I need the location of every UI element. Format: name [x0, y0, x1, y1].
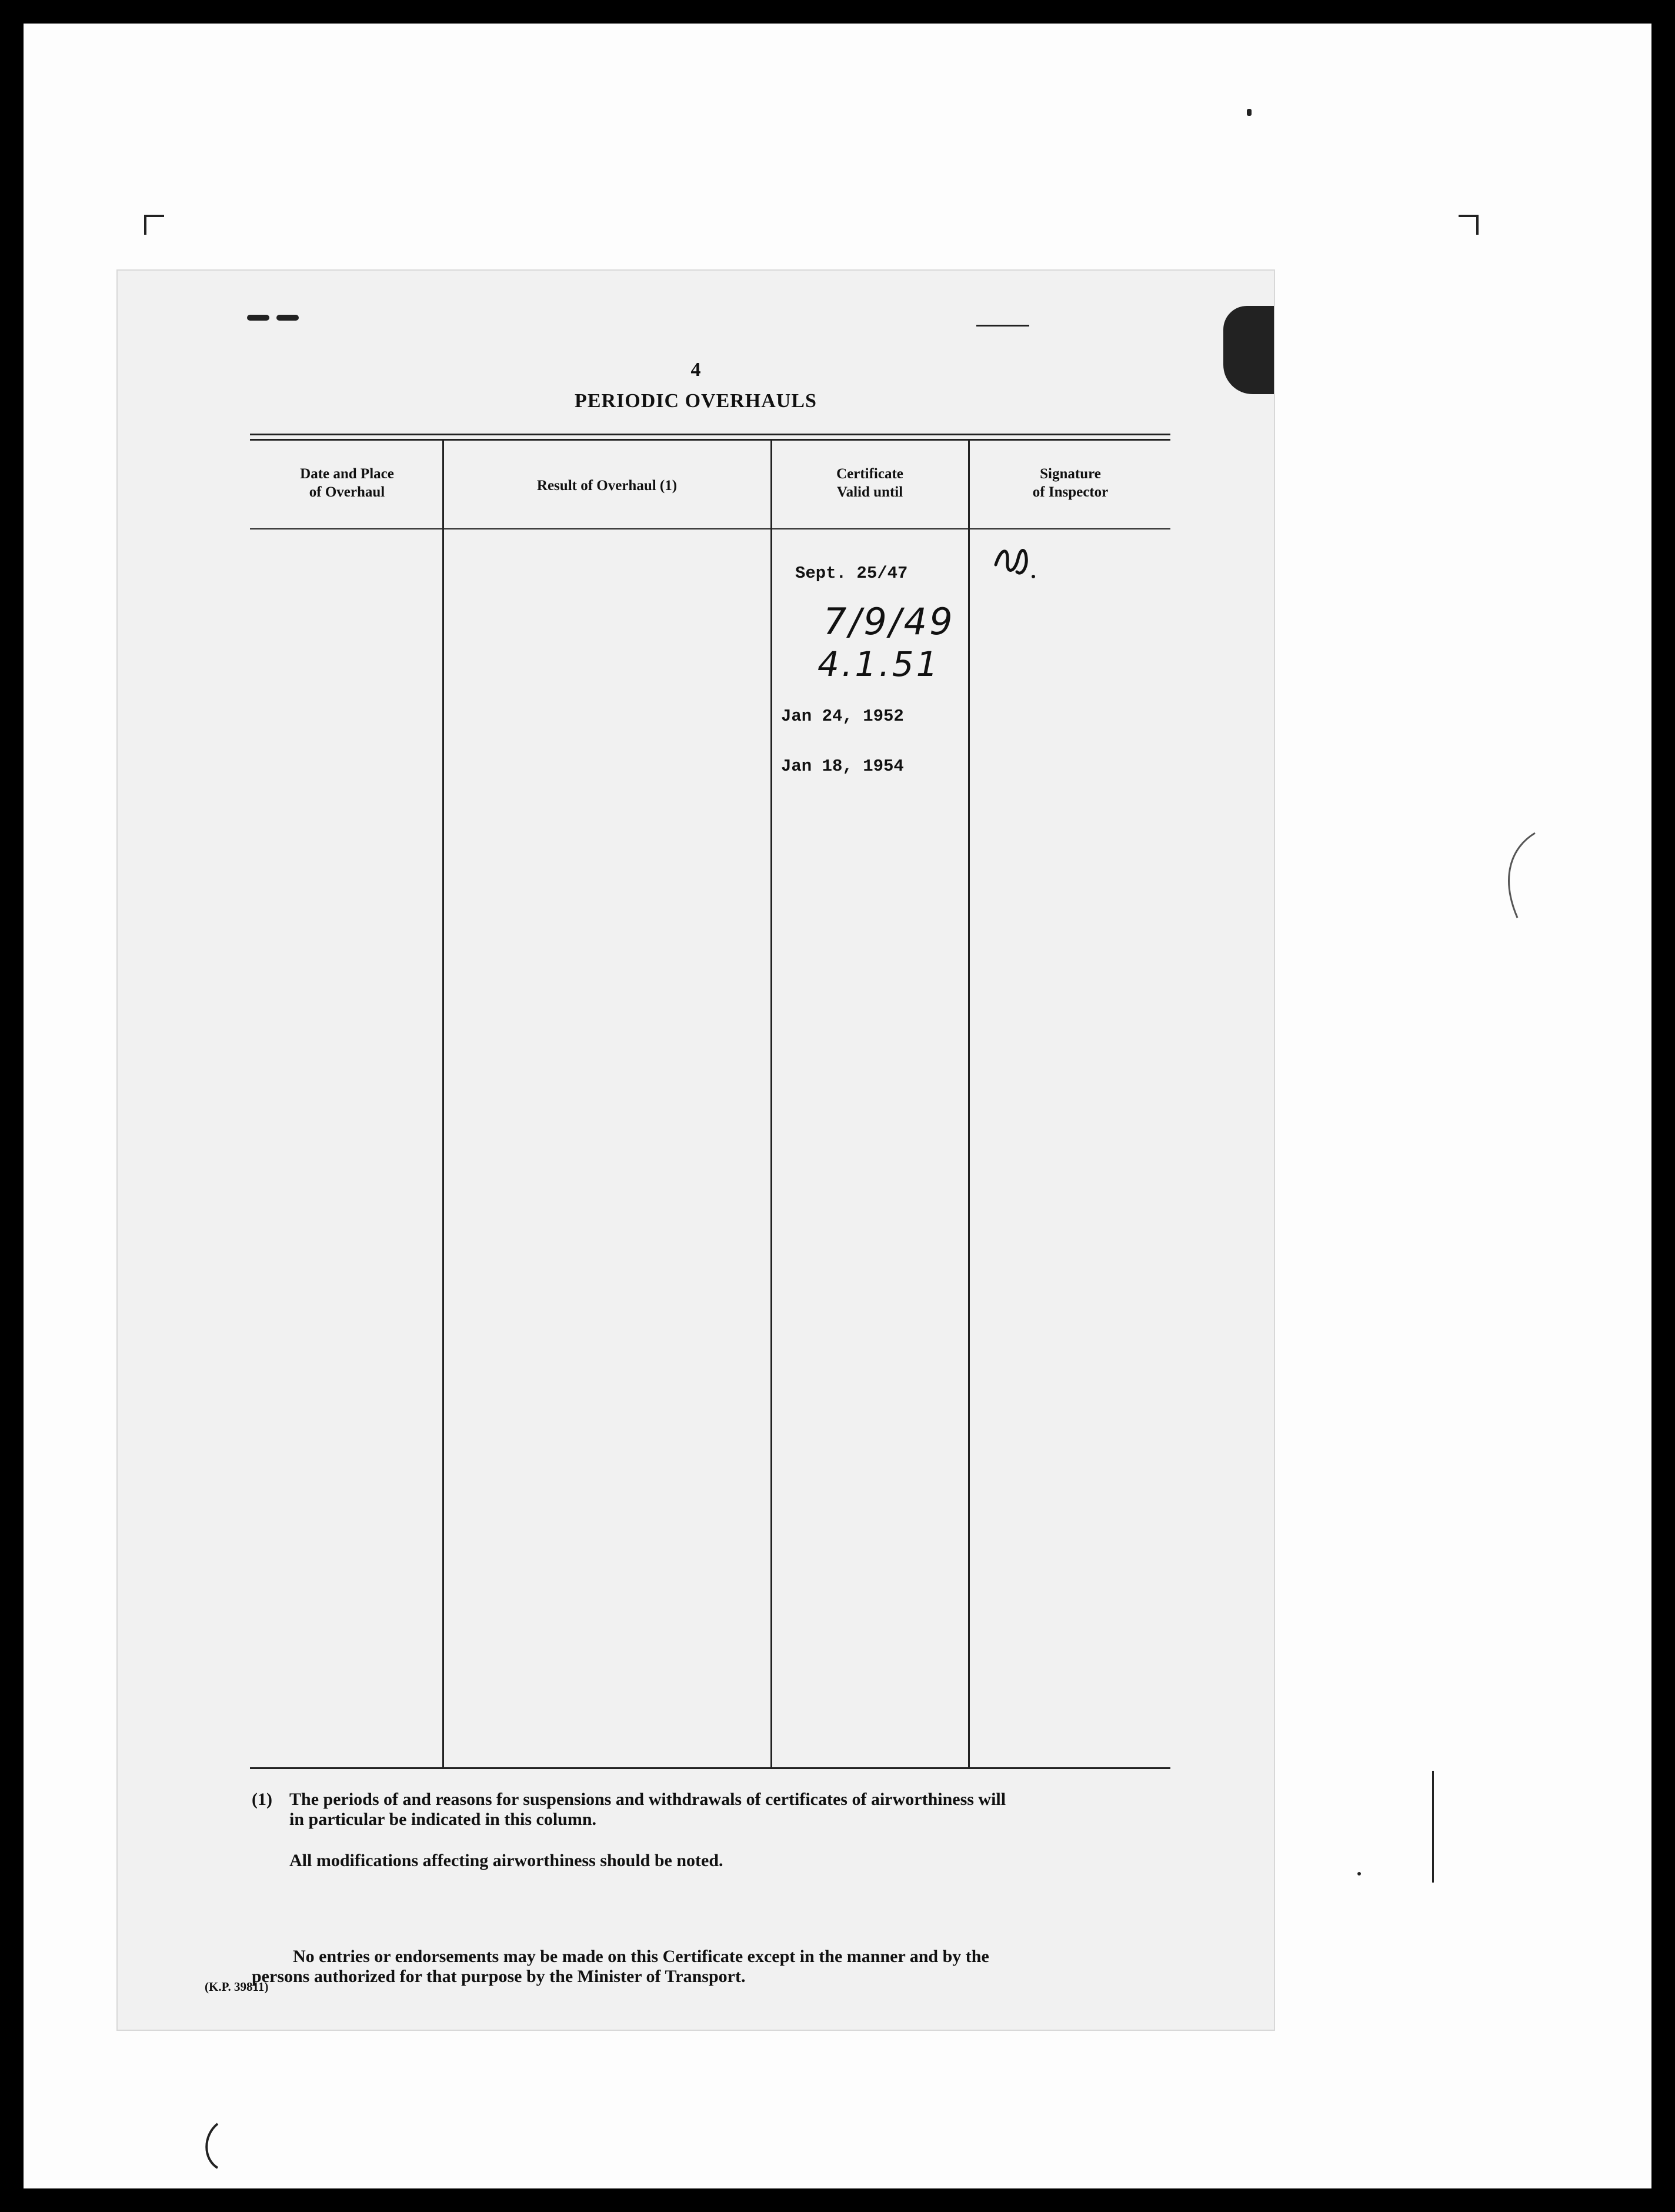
- column-divider: [770, 440, 772, 1768]
- page-number: 4: [690, 359, 701, 381]
- scan-speck: [1247, 109, 1252, 116]
- header-line: Signature: [1040, 466, 1101, 482]
- notice-line: No entries or endorsements may be made on this Certificate except in the manner and by the: [293, 1947, 989, 1966]
- inspector-initials: [991, 541, 1044, 582]
- header-line: Date and Place: [300, 466, 394, 482]
- column-header-valid-until: [773, 465, 967, 501]
- table-top-rule: [250, 434, 1170, 435]
- crop-mark: [1476, 215, 1479, 235]
- margin-line: [1432, 1771, 1434, 1883]
- valid-until-entry: Jan 18, 1954: [781, 757, 904, 776]
- table-top-rule: [250, 439, 1170, 441]
- page-title: PERIODIC OVERHAULS: [575, 390, 817, 412]
- table-bottom-rule: [250, 1767, 1170, 1769]
- footnote-marker: (1): [252, 1790, 272, 1809]
- footnote-line: The periods of and reasons for suspensions and withdrawals of certificates of airworthiness will: [289, 1790, 1006, 1809]
- valid-until-handwritten: 4.1.51: [818, 644, 940, 684]
- column-header-result: Result of Overhaul (1): [536, 478, 678, 494]
- column-header-date-place: [253, 465, 441, 501]
- scan-curve: [200, 2118, 235, 2171]
- binding-mark: [276, 315, 299, 321]
- footnote-text: [289, 1790, 1174, 1830]
- valid-until-handwritten: 7/9/49: [823, 600, 955, 643]
- crop-mark: [1459, 215, 1479, 217]
- scan-page: [24, 24, 1651, 2188]
- binding-mark: [247, 315, 269, 321]
- notice-text: [252, 1947, 1175, 1987]
- binding-mark: [976, 325, 1029, 327]
- column-divider: [968, 440, 970, 1768]
- valid-until-entry: Jan 24, 1952: [781, 707, 904, 726]
- valid-until-entry: Sept. 25/47: [795, 564, 908, 583]
- footnote-line: in particular be indicated in this column.: [289, 1810, 597, 1829]
- scan-speck: [1357, 1872, 1361, 1875]
- certificate-sheet: [118, 271, 1274, 2030]
- header-line: of Inspector: [1032, 484, 1109, 500]
- crop-mark: [144, 215, 164, 217]
- header-line: of Overhaul: [309, 484, 385, 500]
- header-bottom-rule: [250, 528, 1170, 529]
- column-divider: [442, 440, 444, 1768]
- notice-line: persons authorized for that purpose by the Minister of Transport.: [252, 1967, 746, 1986]
- crop-mark: [144, 215, 146, 235]
- column-header-signature: [970, 465, 1170, 501]
- header-line: Valid until: [836, 484, 903, 500]
- scan-curve: [1494, 830, 1541, 935]
- form-number: (K.P. 39811): [205, 1980, 269, 1994]
- modifications-note: All modifications affecting airworthiness should be noted.: [289, 1851, 723, 1870]
- header-line: Certificate: [836, 466, 903, 482]
